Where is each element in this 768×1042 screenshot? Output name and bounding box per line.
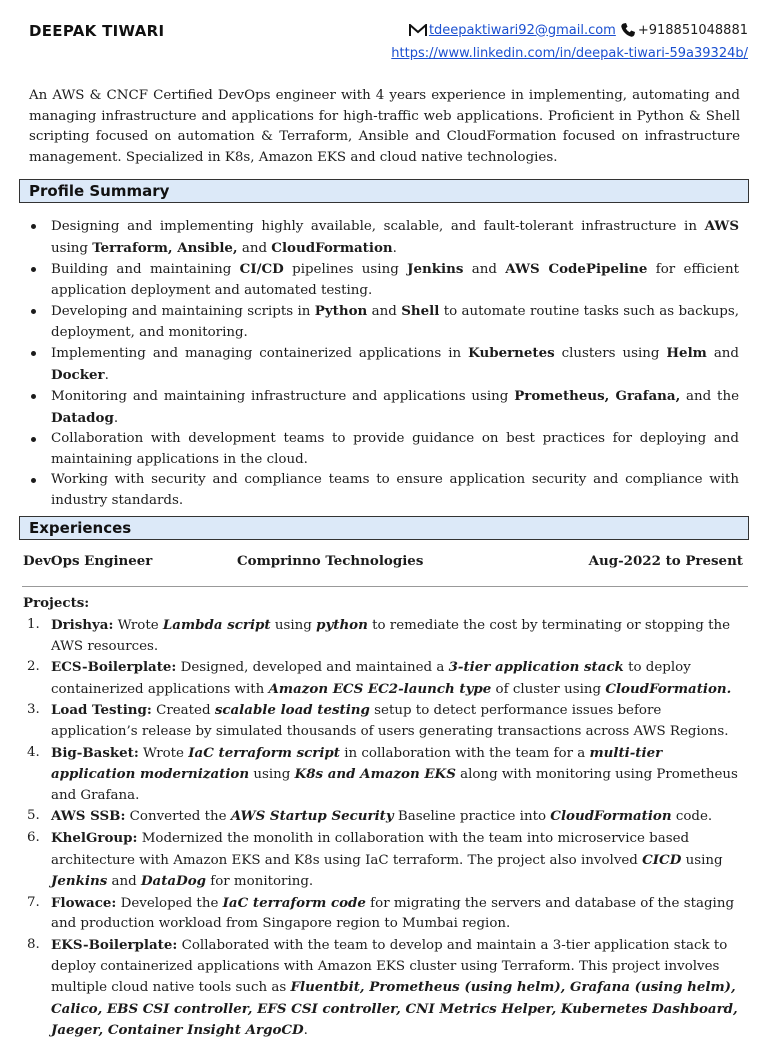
phone-number: +918851048881 [637, 22, 748, 38]
emphasis-text: Amazon ECS EC2-launch type [268, 680, 492, 697]
text-run: and [706, 346, 739, 361]
emphasis-text: K8s and Amazon EKS [294, 766, 456, 783]
bold-text: Datadog [51, 409, 114, 426]
summary-bullet [22, 301, 739, 343]
text-run: Developing and maintaining scripts in [51, 304, 315, 319]
bold-text: Jenkins [407, 261, 464, 277]
summary-bullet [22, 386, 739, 429]
emphasis-text: CloudFormation. [605, 680, 732, 697]
text-run: to automate routine tasks such as backups, deployment, and monitoring. [51, 304, 740, 340]
text-run: to deploy containerized applications with [51, 660, 691, 697]
job-company: Comprinno Technologies [237, 553, 424, 569]
profile-summary-list [22, 216, 739, 511]
bold-text: Kubernetes [468, 345, 555, 361]
text-run: along with monitoring using Prometheus and Grafana. [51, 767, 738, 803]
text-run: . [392, 240, 397, 256]
text-run: Collaboration with development teams to provide guidance on best practices for deploying and maintaining applications in the cloud. [51, 431, 739, 467]
text-run: Designing and implementing highly available, scalable, and fault-tolerant infrastructure in [51, 219, 705, 234]
project-item [23, 657, 750, 700]
bold-text: Shell [401, 303, 440, 319]
bold-text: Python [314, 303, 368, 319]
text-run: clusters using [554, 346, 667, 361]
text-run: Converted the [125, 809, 231, 825]
project-number: 5. [27, 808, 40, 824]
text-run: Working with security and compliance teams to ensure application security and compliance with industry standards. [51, 472, 739, 508]
job-title: DevOps Engineer [23, 553, 153, 569]
project-item [23, 615, 750, 657]
text-run: . [113, 410, 119, 426]
text-run: Modernized the monolith in collaboration with the team into microservice based architecture with Amazon EKS and K8s using IaC terraform. The project also involved [51, 830, 690, 868]
text-run: Designed, developed and maintained a [176, 660, 449, 676]
bold-text: Flowace: [51, 894, 117, 911]
contact-line [409, 22, 748, 38]
projects-list [23, 615, 750, 1042]
project-number: 4. [27, 744, 40, 760]
text-run: and [367, 304, 402, 319]
project-item [23, 806, 750, 828]
linkedin-link[interactable]: https://www.linkedin.com/in/deepak-tiwari-59a39324b/ [391, 46, 748, 61]
project-number: 2. [27, 659, 40, 675]
text-run: for monitoring. [206, 874, 314, 890]
bold-text: AWS [704, 218, 739, 234]
text-run: Building and maintaining [51, 262, 240, 277]
project-number: 3. [27, 702, 40, 718]
text-run: setup to detect performance issues before application’s release by simulated thousands of users generating transactions across AWS Regions. [51, 703, 729, 739]
emphasis-text: multi-tier application modernization [51, 744, 663, 783]
emphasis-text: IaC terraform script [188, 744, 340, 761]
project-number: 6. [27, 829, 40, 845]
emphasis-text: scalable load testing [214, 702, 370, 719]
bold-text: Load Testing: [51, 702, 152, 719]
text-run: and the [680, 389, 739, 404]
summary-bullet [22, 343, 739, 386]
bold-text: CloudFormation [271, 239, 393, 256]
project-item [23, 935, 750, 1042]
text-run: for migrating the servers and database of the staging and production workload from Singapore region to Mumbai region. [51, 895, 735, 932]
bold-text: Prometheus, Grafana, [514, 388, 681, 404]
bold-text: Terraform, Ansible, [92, 239, 238, 256]
text-run: Implementing and managing containerized applications in [51, 346, 469, 361]
bold-text: Drishya: [51, 617, 114, 633]
project-item [23, 743, 750, 807]
project-item [23, 893, 750, 935]
candidate-name: DEEPAK TIWARI [29, 22, 165, 40]
project-number: 1. [27, 617, 40, 632]
text-run: pipelines using [283, 262, 408, 277]
text-run: for efficient application deployment and automated testing. [51, 262, 739, 298]
emphasis-text: Fluentbit, Prometheus (using helm), Grafana (using helm), Calico, EBS CSI controller, EFS CSI controller, CNI Metrics Helper, Kubernetes Dashboard, Jaeger, Container Insight ArgoCD [51, 979, 738, 1039]
emphasis-text: CloudFormation [550, 808, 672, 825]
project-number: 8. [27, 936, 40, 952]
bold-text: Big-Basket: [51, 744, 139, 761]
text-run: using [681, 852, 723, 868]
emphasis-text: AWS Startup Security [230, 808, 394, 825]
text-run: code. [671, 809, 713, 825]
emphasis-text: CICD [642, 851, 682, 868]
emphasis-text: IaC terraform code [222, 894, 366, 911]
experiences-heading: Experiences [19, 516, 749, 540]
bold-text: CI/CD [239, 261, 284, 277]
bold-text: AWS SSB: [51, 808, 126, 825]
bold-text: KhelGroup: [51, 829, 138, 846]
email-link[interactable]: tdeepaktiwari92@gmail.com [428, 22, 616, 38]
text-run: Created [151, 703, 215, 719]
emphasis-text: 3-tier application stack [448, 659, 624, 676]
text-run: of cluster using [491, 681, 606, 697]
text-run: Wrote [113, 618, 163, 633]
summary-bullet [22, 259, 739, 301]
project-item [23, 700, 750, 742]
emphasis-text: Lambda script [162, 617, 271, 633]
emphasis-text: Jenkins [51, 873, 108, 890]
summary-bullet [22, 429, 739, 470]
job-row [23, 553, 743, 575]
text-run: Collaborated with the team to develop and maintain a 3-tier application stack to deploy containerized applications with Amazon EKS cluster using Terraform. This project involves multiple cloud native tools such as [51, 937, 728, 996]
mail-icon [409, 24, 427, 37]
bold-text: Helm [666, 345, 707, 361]
text-run: . [104, 367, 109, 383]
text-run: using [51, 240, 93, 256]
project-number: 7. [27, 894, 40, 910]
summary-bullet [22, 216, 739, 259]
text-run: using [249, 767, 295, 783]
text-run: in collaboration with the team for a [339, 745, 590, 761]
job-dates: Aug-2022 to Present [588, 553, 743, 569]
text-run: Monitoring and maintaining infrastructure and applications using [51, 389, 515, 404]
intro-paragraph: An AWS & CNCF Certified DevOps engineer with 4 years experience in implementing, automating and managing infrastructure and applications for high-traffic web applications. Proficient in Python & Shell scripting focused on automation & Terraform, Ansible and CloudFormation focused on infrastructure management. Specialized in K8s, Amazon EKS and cloud native technologies. [29, 88, 740, 165]
text-run: and [107, 874, 141, 890]
text-run: to remediate the cost by terminating or stopping the AWS resources. [51, 618, 731, 654]
text-run: Wrote [138, 745, 189, 761]
text-run: and [463, 262, 506, 277]
text-run: and [237, 240, 272, 256]
text-run: Developed the [116, 895, 223, 911]
emphasis-text: DataDog [140, 873, 206, 890]
bold-text: EKS-Boilerplate: [51, 936, 178, 953]
emphasis-text: python [316, 617, 368, 633]
bold-text: Docker [51, 366, 105, 383]
phone-icon [620, 22, 636, 38]
summary-bullet [22, 470, 739, 511]
project-item [23, 828, 750, 893]
bold-text: AWS CodePipeline [505, 261, 648, 277]
text-run: Baseline practice into [393, 809, 551, 825]
projects-label: Projects: [23, 595, 90, 611]
divider [22, 586, 748, 587]
profile-summary-heading: Profile Summary [19, 179, 749, 203]
bold-text: ECS-Boilerplate: [51, 659, 177, 676]
text-run: . [303, 1023, 308, 1039]
text-run: using [270, 618, 317, 633]
